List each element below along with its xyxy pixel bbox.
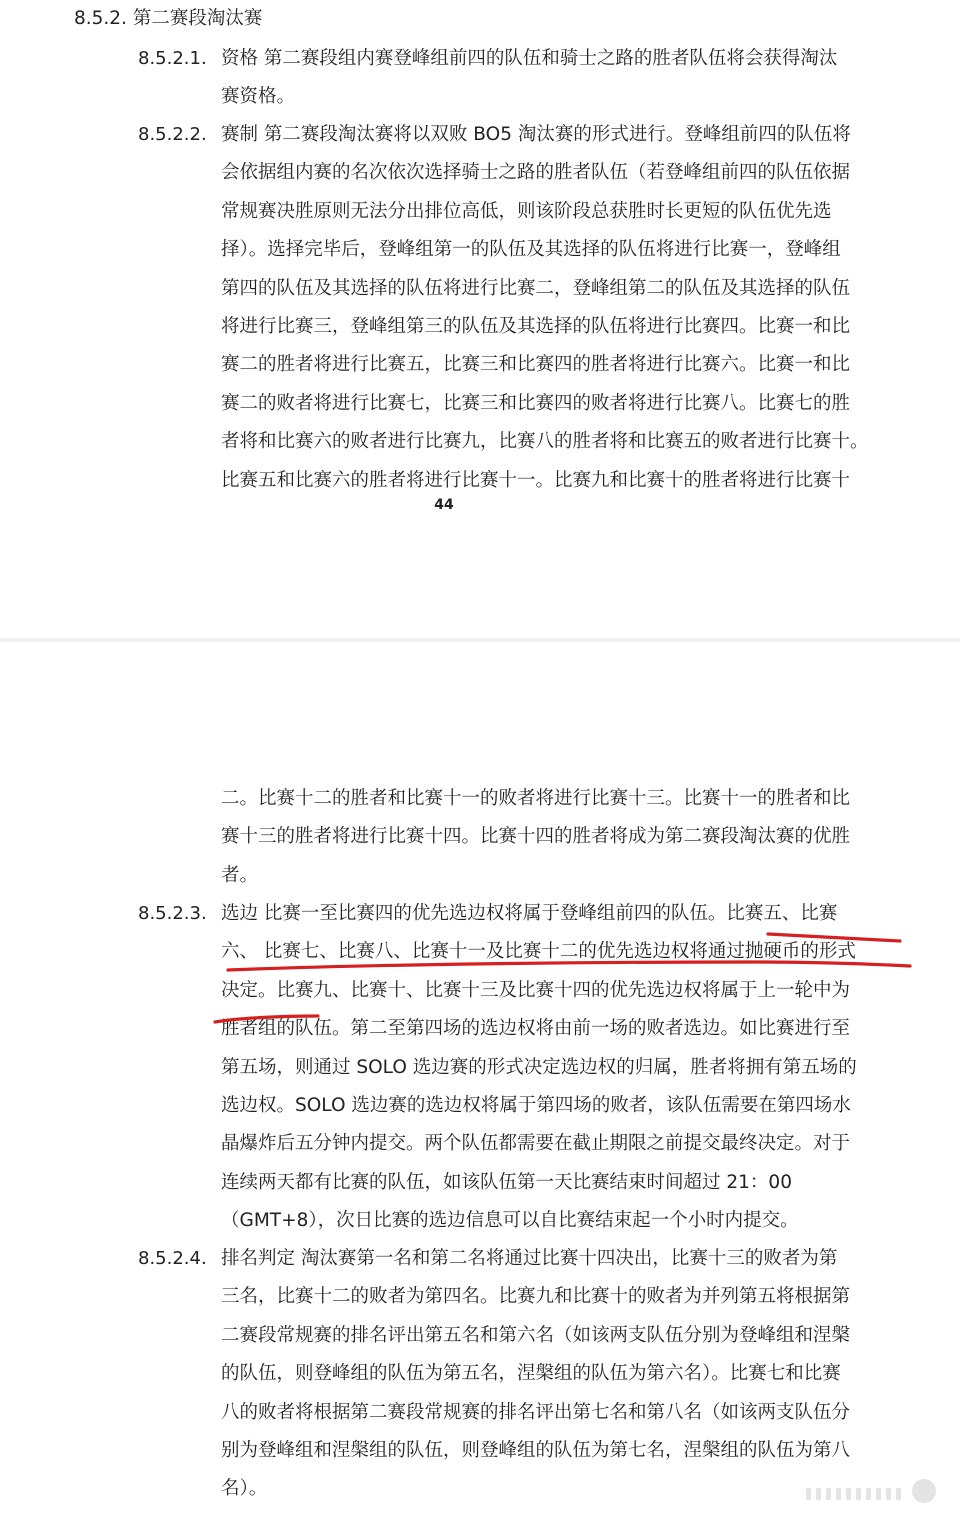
watermark-logo (806, 1474, 946, 1508)
text-line: 连续两天都有比赛的队伍，如该队伍第一天比赛结束时间超过 21：00 (221, 1171, 792, 1193)
text-line: 选边权。SOLO 选边赛的选边权将属于第四场的败者，该队伍需要在第四场水 (221, 1094, 851, 1116)
text-line: 赛制 第二赛段淘汰赛将以双败 BO5 淘汰赛的形式进行。登峰组前四的队伍将 (221, 124, 851, 145)
text-line: 将进行比赛三，登峰组第三的队伍及其选择的队伍将进行比赛四。比赛一和比 (221, 315, 851, 337)
text-line: 决定。比赛九、比赛十、比赛十三及比赛十四的优先选边权将属于上一轮中为 (221, 979, 851, 1001)
clause-text (221, 895, 901, 1241)
text-line: 胜者组的队伍。第二至第四场的选边权将由前一场的败者选边。如比赛进行至 (221, 1018, 851, 1040)
text-line: 赛二的败者将进行比赛七，比赛三和比赛四的败者将进行比赛八。比赛七的胜 (221, 392, 851, 414)
text-line: 者将和比赛六的败者进行比赛九，比赛八的胜者将和比赛五的败者进行比赛十。 (221, 431, 869, 453)
text-line: 名）。 (221, 1478, 268, 1500)
text-line: 晶爆炸后五分钟内提交。两个队伍都需要在截止期限之前提交最终决定。对于 (221, 1133, 851, 1155)
text-line: （GMT+8），次日比赛的选边信息可以自比赛结束起一个小时内提交。 (221, 1210, 799, 1232)
document-page-bottom (0, 642, 960, 1513)
text-line: 的队伍，则登峰组的队伍为第五名，涅槃组的队伍为第六名）。比赛七和比赛 (221, 1363, 841, 1385)
text-line: 择）。选择完毕后，登峰组第一的队伍及其选择的队伍将进行比赛一，登峰组 (221, 239, 841, 261)
page-number: 44 (434, 497, 454, 513)
clause-number: 8.5.2.2. (138, 124, 207, 145)
clause-number: 8.5.2.4. (138, 1248, 207, 1269)
document-page-top (0, 0, 960, 640)
text-line: 二赛段常规赛的排名评出第五名和第六名（如该两支队伍分别为登峰组和涅槃 (221, 1324, 851, 1346)
clause-number: 8.5.2.3. (138, 903, 207, 924)
clause-number: 8.5.2.1. (138, 48, 207, 69)
text-line: 六、 比赛七、比赛八、比赛十一及比赛十二的优先选边权将通过抛硬币的形式 (221, 941, 856, 963)
clause-text (221, 116, 901, 500)
text-line: 第五场，则通过 SOLO 选边赛的形式决定选边权的归属，胜者将拥有第五场的 (221, 1056, 857, 1078)
clause-text (221, 1240, 901, 1509)
text-line: 赛十三的胜者将进行比赛十四。比赛十四的胜者将成为第二赛段淘汰赛的优胜 (221, 826, 851, 848)
text-line: 资格 第二赛段组内赛登峰组前四的队伍和骑士之路的胜者队伍将会获得淘汰 (221, 48, 838, 69)
text-line: 者。 (221, 864, 259, 886)
section-heading: 8.5.2. 第二赛段淘汰赛 (74, 8, 263, 29)
text-line: 选边 比赛一至比赛四的优先选边权将属于登峰组前四的队伍。比赛五、比赛 (221, 903, 838, 924)
text-line: 第四的队伍及其选择的队伍将进行比赛二，登峰组第二的队伍及其选择的队伍 (221, 277, 851, 299)
text-line: 三名，比赛十二的败者为第四名。比赛九和比赛十的败者为并列第五将根据第 (221, 1286, 851, 1308)
text-line: 常规赛决胜原则无法分出排位高低，则该阶段总获胜时长更短的队伍优先选 (221, 200, 832, 222)
text-line: 排名判定 淘汰赛第一名和第二名将通过比赛十四决出，比赛十三的败者为第 (221, 1248, 838, 1269)
text-line: 别为登峰组和涅槃组的队伍，则登峰组的队伍为第七名，涅槃组的队伍为第八 (221, 1439, 851, 1461)
text-line: 八的败者将根据第二赛段常规赛的排名评出第七名和第八名（如该两支队伍分 (221, 1401, 851, 1423)
clause-text (221, 40, 901, 117)
text-line: 比赛五和比赛六的胜者将进行比赛十一。比赛九和比赛十的胜者将进行比赛十 (221, 469, 851, 491)
text-line: 赛资格。 (221, 86, 296, 108)
text-line: 二。比赛十二的胜者和比赛十一的败者将进行比赛十三。比赛十一的胜者和比 (221, 788, 851, 809)
clause-text (221, 780, 901, 895)
text-line: 赛二的胜者将进行比赛五，比赛三和比赛四的胜者将进行比赛六。比赛一和比 (221, 354, 851, 376)
text-line: 会依据组内赛的名次依次选择骑士之路的胜者队伍（若登峰组前四的队伍依据 (221, 162, 851, 184)
